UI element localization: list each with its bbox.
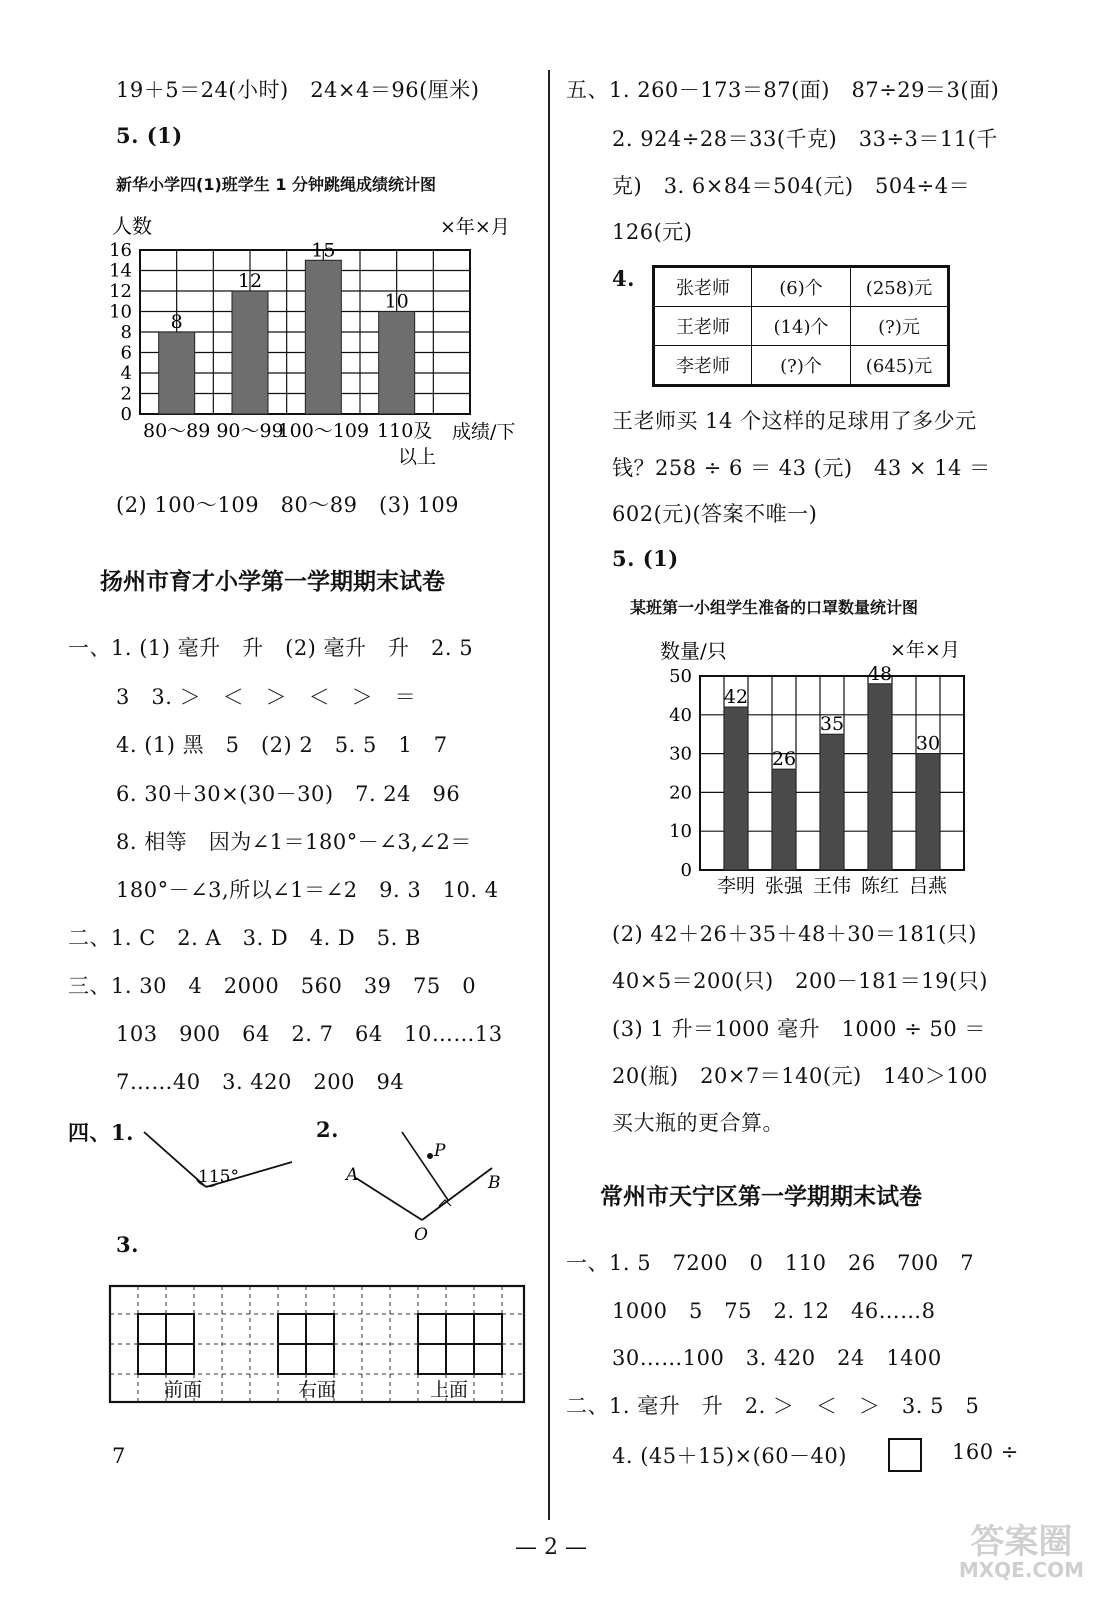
y-tick-label: 20 (669, 782, 692, 804)
chart2-xticks (717, 875, 948, 897)
text-line: 钱？258 ÷ 6 ＝ 43 (元) 43 × 14 ＝ (612, 456, 991, 480)
text-line: 一、1. 5 7200 0 110 26 700 7 (566, 1251, 975, 1275)
bar (772, 769, 796, 870)
bar-value-label: 30 (915, 732, 941, 755)
text-line: 30……100 3. 420 24 1400 (612, 1346, 942, 1370)
table-cell: (645)元 (851, 346, 949, 386)
point-label-a: A (346, 1165, 359, 1185)
text-line: 6. 30＋30×(30－30) 7. 24 96 (116, 782, 461, 806)
table-cell: 王老师 (654, 307, 752, 346)
bar-value-label: 8 (170, 311, 183, 333)
y-tick-label: 0 (120, 404, 132, 425)
text-line: 126(元) (612, 220, 693, 244)
text-line: 1000 5 75 2. 12 46……8 (612, 1299, 936, 1323)
text-line: 克) 3. 6×84＝504(元) 504÷4＝ (612, 174, 971, 198)
text-line: 20(瓶) 20×7＝140(元) 140＞100 (612, 1064, 988, 1088)
chart2-title: 某班第一小组学生准备的口罩数量统计图 (630, 598, 919, 617)
page-number: — 2 — (515, 1535, 587, 1560)
bar (820, 734, 844, 870)
x-tick-label: 80～89 (142, 420, 211, 442)
bar (305, 260, 341, 414)
x-tick-label: 李明 (716, 875, 756, 897)
angle-label: 115° (198, 1167, 239, 1187)
table-cell: 张老师 (654, 267, 752, 307)
text-line: 4. (45＋15)×(60－40) (612, 1444, 847, 1468)
text-line: 160 ÷ (952, 1440, 1019, 1464)
x-tick-label: 王伟 (812, 875, 852, 897)
y-tick-label: 2 (120, 383, 132, 405)
y-tick-label: 30 (669, 743, 692, 765)
question-number: 四、1. (68, 1120, 134, 1145)
text-line: 王老师买 14 个这样的足球用了多少元 (612, 409, 977, 433)
bar-value-label: 12 (237, 270, 263, 292)
chart2-ylabel: 数量/只 (660, 639, 727, 663)
bar (916, 754, 940, 870)
table-cell: (?)元 (851, 307, 949, 346)
text-line: 19＋5＝24(小时) 24×4＝96(厘米) (116, 78, 480, 102)
view-label-right: 右面 (298, 1379, 337, 1401)
x-tick-label: 陈红 (860, 875, 900, 897)
text-line: (2) 100～109 80～89 (3) 109 (116, 493, 460, 517)
text-line: 7 (112, 1444, 126, 1468)
bar-value-label: 48 (867, 662, 893, 685)
text-line: 2. 924÷28＝33(千克) 33÷3＝11(千 (612, 127, 998, 151)
chart2-date: ×年×月 (890, 639, 960, 661)
section-title: 常州市天宁区第一学期期末试卷 (600, 1184, 922, 1210)
text-line: 二、1. 毫升 升 2. ＞ ＜ ＞ 3. 5 5 (566, 1394, 980, 1418)
chart2-svg (650, 630, 1040, 905)
text-line: 一、1. (1) 毫升 升 (2) 毫升 升 2. 5 (68, 636, 474, 660)
x-tick-label: 110及 (377, 420, 433, 442)
text-line: 7……40 3. 420 200 94 (116, 1070, 405, 1094)
text-line: 五、1. 260－173＝87(面) 87÷29＝3(面) (566, 78, 1000, 102)
view-label-front: 前面 (164, 1379, 203, 1401)
column-divider (548, 70, 550, 1520)
y-tick-label: 14 (109, 260, 132, 282)
bar (724, 707, 748, 870)
chart1-xticks (143, 420, 432, 442)
chart1-date: ×年×月 (440, 216, 510, 238)
text-line: 4. (1) 黑 5 (2) 2 5. 5 1 7 (116, 733, 448, 757)
chart1-yticks (109, 240, 132, 425)
section-title: 扬州市育才小学第一学期期末试卷 (100, 569, 445, 595)
watermark (958, 1522, 1084, 1582)
text-line: 买大瓶的更合算。 (612, 1111, 784, 1135)
watermark-url: MXQE.COM (958, 1558, 1084, 1582)
text-line: 602(元)(答案不唯一) (612, 502, 818, 526)
x-tick-label: 90～99 (216, 420, 284, 442)
text-line: 40×5＝200(只) 200－181＝19(只) (612, 969, 988, 993)
table-cell: (?)个 (752, 346, 851, 386)
y-tick-label: 10 (109, 301, 132, 323)
text-line: (2) 42＋26＋35＋48＋30＝181(只) (612, 922, 977, 946)
x-tick-label: 张强 (764, 875, 804, 897)
question-number: 2. (316, 1117, 339, 1142)
x-tick-label: 吕燕 (908, 875, 948, 897)
geometry-figures (130, 1120, 530, 1250)
y-tick-label: 4 (120, 363, 132, 384)
table-row (654, 346, 949, 386)
question-number: 4. (612, 266, 635, 291)
perpendicular-figure (344, 1132, 501, 1245)
text-line: 三、1. 30 4 2000 560 39 75 0 (68, 974, 477, 998)
text-line: 103 900 64 2. 7 64 10……13 (116, 1022, 503, 1046)
table-cell: 李老师 (654, 346, 752, 386)
bar-value-label: 26 (771, 748, 797, 771)
answer-box[interactable] (888, 1438, 922, 1472)
text-line: (3) 1 升＝1000 毫升 1000 ÷ 50 ＝ (612, 1017, 986, 1041)
y-tick-label: 12 (109, 281, 132, 302)
text-line: 180°－∠3,所以∠1＝∠2 9. 3 10. 4 (116, 878, 499, 902)
question-number: 5. (1) (116, 123, 183, 148)
answer-table (652, 265, 950, 387)
angle-figure (144, 1132, 292, 1187)
bar-value-label: 15 (311, 239, 336, 262)
y-tick-label: 50 (669, 666, 692, 687)
point-label-b: B (488, 1173, 501, 1193)
x-tick-label: 100～109 (277, 420, 370, 442)
bar-value-label: 42 (723, 686, 749, 709)
chart1-svg (100, 205, 540, 480)
y-tick-label: 16 (109, 240, 132, 261)
table-row (654, 307, 949, 346)
chart1-title: 新华小学四(1)班学生 1 分钟跳绳成绩统计图 (116, 175, 437, 194)
bar (232, 291, 268, 414)
table-row (654, 267, 949, 307)
y-tick-label: 0 (680, 860, 692, 881)
bar (868, 684, 892, 870)
chart1-ylabel: 人数 (112, 214, 152, 238)
chart2-bars (724, 663, 940, 870)
table-cell: (258)元 (851, 267, 949, 307)
chart2-yticks (669, 666, 692, 881)
point-label-o: O (414, 1225, 428, 1245)
question-number: 5. (1) (612, 546, 679, 571)
table-cell: (6)个 (752, 267, 851, 307)
question-number: 3. (116, 1232, 139, 1257)
three-views-grid (108, 1284, 528, 1406)
text-line: 3 3. ＞ ＜ ＞ ＜ ＞ ＝ (116, 685, 417, 709)
view-label-top: 上面 (430, 1379, 469, 1401)
y-tick-label: 6 (120, 342, 132, 364)
point-label-p: P (434, 1141, 446, 1161)
text-line: 8. 相等 因为∠1＝180°－∠3,∠2＝ (116, 830, 472, 854)
text-line: 二、1. C 2. A 3. D 4. D 5. B (68, 926, 421, 950)
y-tick-label: 10 (669, 821, 692, 843)
watermark-text: 答案圈 (970, 1522, 1073, 1562)
y-tick-label: 8 (120, 322, 132, 343)
chart1-xlabel: 成绩/下 (452, 421, 516, 443)
bar (159, 332, 195, 414)
chart1-xtick-extra: 以上 (398, 446, 437, 468)
bar-value-label: 10 (384, 290, 409, 313)
bar-value-label: 35 (819, 713, 845, 736)
y-tick-label: 40 (669, 704, 692, 726)
bar (379, 312, 415, 415)
table-cell: (14)个 (752, 307, 851, 346)
